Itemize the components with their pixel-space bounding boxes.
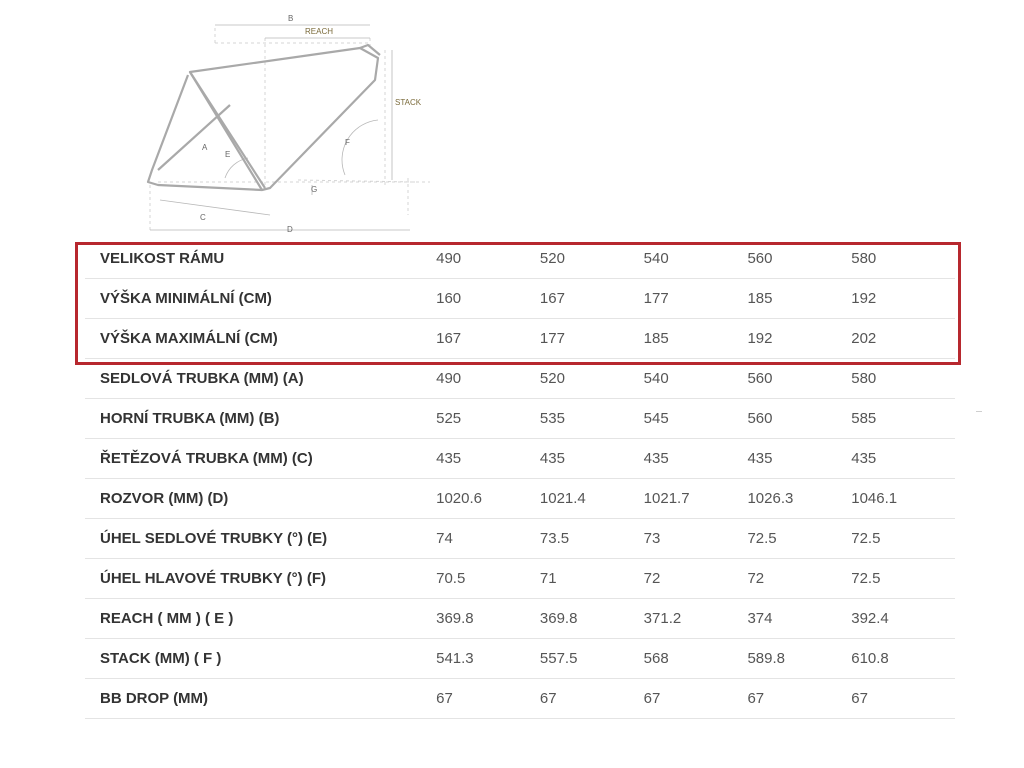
- row-label: VÝŠKA MAXIMÁLNÍ (CM): [100, 330, 278, 347]
- table-cell: 535: [539, 410, 565, 427]
- table-cell: 202: [851, 330, 877, 347]
- row-label: ŘETĚZOVÁ TRUBKA (MM) (C): [100, 450, 313, 467]
- table-cell: 557.5: [539, 650, 578, 667]
- label-d: D: [287, 225, 293, 234]
- table-row: [85, 599, 955, 639]
- table-cell: 192: [851, 290, 877, 307]
- table-row: [85, 559, 955, 599]
- table-cell: 70.5: [436, 570, 466, 587]
- table-cell: 185: [643, 330, 669, 347]
- table-cell: 589.8: [747, 650, 785, 667]
- table-cell: 520: [539, 249, 565, 267]
- row-label: REACH ( MM ) ( E ): [100, 610, 234, 627]
- table-cell: 560: [747, 370, 773, 387]
- row-label: VÝŠKA MINIMÁLNÍ (CM): [100, 290, 272, 307]
- row-label: SEDLOVÁ TRUBKA (MM) (A): [100, 370, 304, 387]
- row-label: ÚHEL HLAVOVÉ TRUBKY (°) (F): [100, 570, 326, 587]
- table-cell: 371.2: [643, 610, 682, 627]
- frame-geometry-diagram: [130, 10, 440, 240]
- table-cell: 73: [643, 530, 661, 547]
- table-cell: 72: [643, 570, 661, 587]
- table-cell: 369.8: [436, 610, 474, 627]
- table-cell: 374: [747, 610, 773, 627]
- row-label: BB DROP (MM): [100, 690, 209, 707]
- table-cell: 435: [851, 450, 877, 467]
- table-cell: 1026.3: [747, 490, 794, 507]
- table-cell: 560: [747, 410, 773, 427]
- table-row: [85, 319, 955, 359]
- table-cell: 160: [436, 290, 462, 307]
- row-label: STACK (MM) ( F ): [100, 650, 222, 667]
- table-cell: 72.5: [747, 530, 777, 547]
- table-cell: 1046.1: [851, 490, 898, 507]
- table-cell: 580: [851, 249, 877, 267]
- table-cell: 185: [747, 290, 773, 307]
- label-c: C: [200, 213, 206, 222]
- table-cell: 1020.6: [436, 490, 482, 507]
- table-cell: 67: [643, 690, 661, 707]
- table-cell: 177: [643, 290, 669, 307]
- table-cell: 72: [747, 570, 765, 587]
- table-cell: 520: [539, 370, 565, 387]
- label-e: E: [225, 150, 231, 159]
- table-cell: 167: [539, 290, 565, 307]
- table-cell: 72.5: [851, 530, 881, 547]
- table-cell: 192: [747, 330, 773, 347]
- table-cell: 490: [436, 249, 462, 267]
- label-b: B: [288, 14, 294, 23]
- table-cell: 435: [539, 450, 565, 467]
- table-cell: 435: [436, 450, 462, 467]
- table-cell: 1021.4: [539, 490, 586, 507]
- table-cell: 369.8: [539, 610, 578, 627]
- table-cell: 67: [851, 690, 868, 707]
- row-label: VELIKOST RÁMU: [100, 249, 225, 267]
- table-cell: 560: [747, 249, 773, 267]
- table-cell: 541.3: [436, 650, 474, 667]
- table-cell: 490: [436, 370, 462, 387]
- table-cell: 67: [539, 690, 557, 707]
- row-label: ROZVOR (MM) (D): [100, 490, 229, 507]
- table-cell: 392.4: [851, 610, 889, 627]
- table-row: [85, 279, 955, 319]
- label-a: A: [202, 143, 208, 152]
- table-cell: 67: [747, 690, 765, 707]
- table-cell: 71: [539, 570, 557, 587]
- geometry-table: [85, 238, 955, 719]
- divider-mark: [976, 411, 982, 412]
- label-g: G: [311, 185, 318, 194]
- table-cell: 435: [643, 450, 669, 467]
- table-cell: 73.5: [539, 530, 570, 547]
- table-row: [85, 439, 955, 479]
- table-cell: 545: [643, 410, 669, 427]
- table-cell: 177: [539, 330, 565, 347]
- table-cell: 525: [436, 410, 462, 427]
- table-cell: 167: [436, 330, 462, 347]
- table-cell: 72.5: [851, 570, 881, 587]
- table-row: [85, 679, 955, 719]
- label-reach: REACH: [305, 27, 334, 36]
- table-cell: 67: [436, 690, 453, 707]
- label-f: F: [345, 138, 350, 147]
- table-row: [85, 399, 955, 439]
- table-cell: 74: [436, 530, 453, 547]
- table-row: [85, 479, 955, 519]
- label-stack: STACK: [395, 98, 422, 107]
- table-cell: 540: [643, 370, 669, 387]
- table-cell: 435: [747, 450, 773, 467]
- table-cell: 540: [643, 249, 669, 267]
- table-row: [85, 359, 955, 399]
- row-label: HORNÍ TRUBKA (MM) (B): [100, 410, 280, 427]
- table-row: [85, 238, 955, 279]
- table-cell: 610.8: [851, 650, 889, 667]
- row-label: ÚHEL SEDLOVÉ TRUBKY (°) (E): [100, 530, 328, 547]
- table-cell: 1021.7: [643, 490, 690, 507]
- table-row: [85, 519, 955, 559]
- table-cell: 568: [643, 650, 669, 667]
- table-row: [85, 639, 955, 679]
- table-cell: 580: [851, 370, 877, 387]
- table-cell: 585: [851, 410, 877, 427]
